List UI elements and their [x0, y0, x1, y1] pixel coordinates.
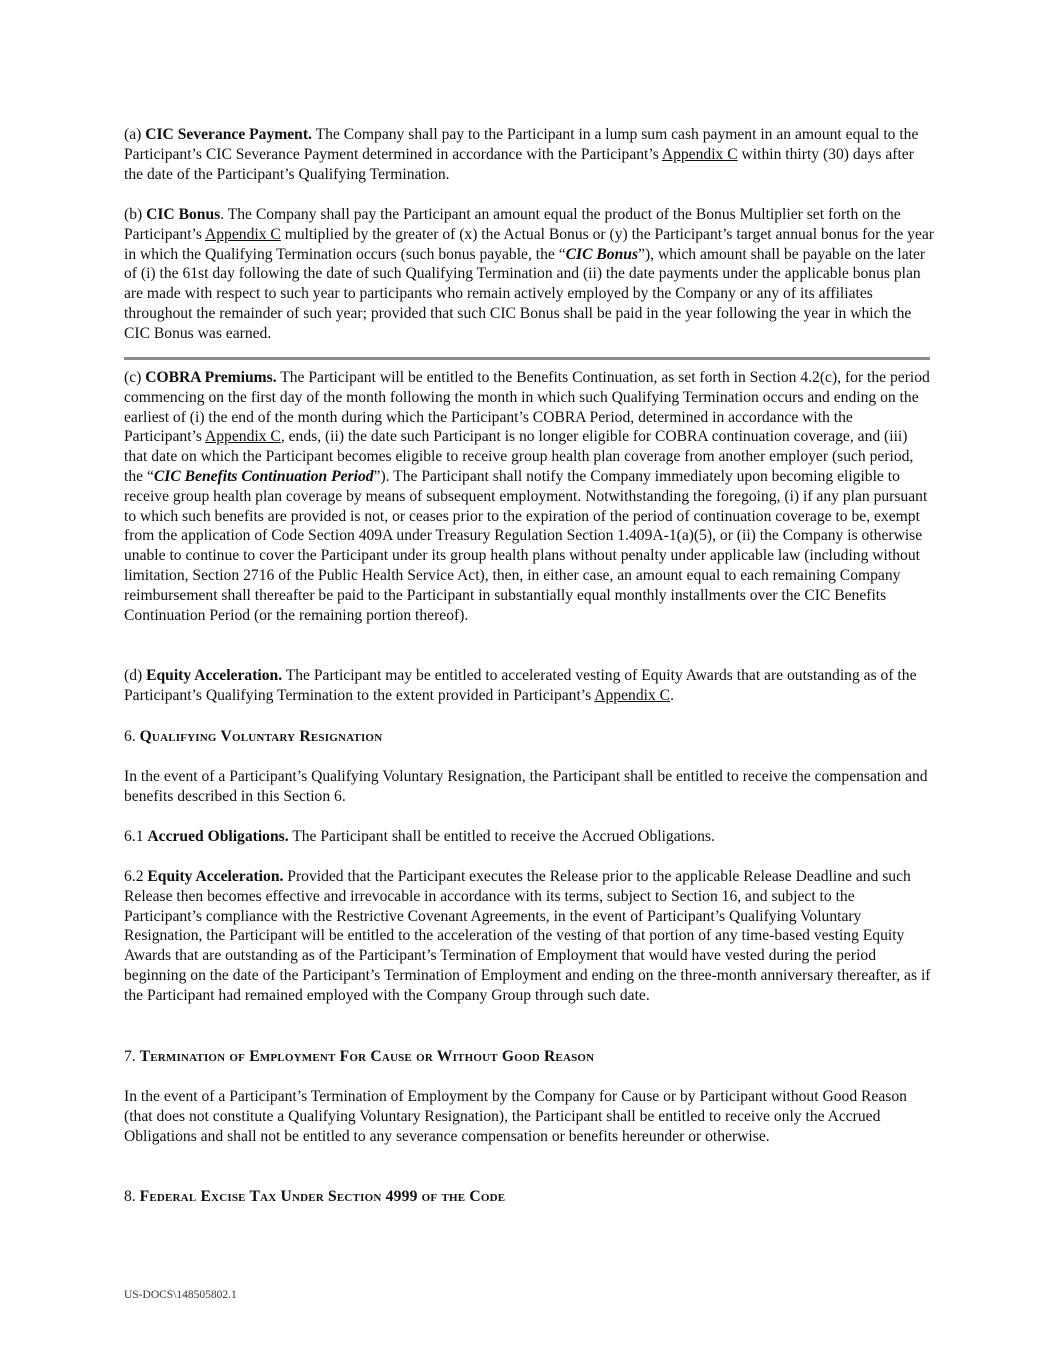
defined-term: CIC Bonus [565, 245, 639, 263]
section-6-intro: In the event of a Participant’s Qualifying Voluntary Resignation, the Participant shall be entitled to receive the compensation and benefits described in this Section 6. [124, 768, 928, 805]
section-number: 8. [124, 1188, 140, 1205]
section-number: 6. [124, 728, 140, 745]
paragraph-text: ”), which amount shall be payable on the later of (i) the 61st day following the date of such Qualifying Termination and (ii) the date payments under the applicable bonus plan are made with respect to such year to participants who remain actively employed by the Company or any of its affiliates throughout the remainder of such year; provided that such CIC Bonus shall be paid in the year following the year in which the CIC Bonus was earned. [124, 245, 926, 342]
section-number: 7. [124, 1048, 140, 1065]
paragraph-heading: CIC Severance Payment. [145, 126, 312, 143]
paragraph-text: ”). The Participant shall notify the Company immediately upon becoming eligible to receive group health plan coverage by means of subsequent employment. Notwithstanding the foregoing, (i) if any plan pursuant to which such benefits are provided is not, or ceases prior to the expiration of the period of continuation coverage to be, exempt from the application of Code Section 409A under Treasury Regulation Section 1.409A-1(a)(5), or (ii) the Company is otherwise unable to continue to cover the Participant under its group health plans without penalty under applicable law (including without limitation, Section 2716 of the Public Health Service Act), then, in either case, an amount equal to each remaining Company reimbursement shall thereafter be paid to the Participant in substantially equal monthly installments over the CIC Benefits Continuation Period (or the remaining portion thereof). [124, 467, 928, 624]
defined-term: CIC Benefits Continuation Period [153, 467, 374, 485]
paragraph-heading: Equity Acceleration. [146, 667, 283, 684]
section-title: Termination of Employment For Cause or Without Good Reason [139, 1048, 595, 1065]
section-7-text: In the event of a Participant’s Termination of Employment by the Company for Cause or by Participant without Good Reason (that does not constitute a Qualifying Voluntary Resignation), the Participant shall be entitled to receive only the Accrued Obligations and shall not be entitled to any severance compensation or benefits hereunder or otherwise. [124, 1088, 907, 1145]
paragraph-heading: CIC Bonus [146, 206, 221, 223]
section-title: Federal Excise Tax Under Section 4999 of the Code [139, 1188, 506, 1205]
paragraph-text: multiplied by the greater of (x) the Actual Bonus or (y) the Participant’s target annual bonus for the year in which the Qualifying Termination occurs (such bonus payable, the “ [124, 225, 934, 263]
horizontal-divider [124, 357, 930, 360]
document-footer-id: US-DOCS\148505802.1 [124, 1289, 237, 1301]
paragraph-cic-bonus [124, 205, 934, 344]
paragraph-label: 6.1 [124, 828, 148, 845]
paragraph-label: (d) [124, 667, 147, 684]
paragraph-heading: COBRA Premiums. [145, 369, 277, 386]
appendix-c-reference: Appendix C [205, 428, 281, 446]
section-6-heading [124, 727, 934, 747]
paragraph-label: 6.2 [124, 868, 148, 885]
paragraph-label: (b) [124, 206, 147, 223]
section-8-heading [124, 1187, 934, 1207]
paragraph-label: (a) [124, 126, 146, 143]
paragraph-text: Provided that the Participant executes the Release prior to the applicable Release Deadline and such Release then becomes effective and irrevocable in accordance with its terms, subject to Section 16, and subject to the Participant’s compliance with the Restrictive Covenant Agreements, in the event of Participant’s Qualifying Voluntary Resignation, the Participant will be entitled to the acceleration of the vesting of that portion of any time-based vesting Equity Awards that are outstanding as of the Participant’s Termination of Employment that would have vested during the period beginning on the date of the Participant’s Termination of Employment and ending on the three-month anniversary thereafter, as if the Participant had remained employed with the Company Group through such date. [124, 868, 931, 1004]
paragraph-6-1-accrued-obligations [124, 827, 934, 847]
section-title: Qualifying Voluntary Resignation [139, 728, 383, 745]
paragraph-text: The Participant may be entitled to accelerated vesting of Equity Awards that are outstanding as of the Participant’s Qualifying Termination to the extent provided in Participant’s [124, 667, 917, 704]
paragraph-text: , ends, (ii) the date such Participant is no longer eligible for COBRA continuation coverage, and (iii) that date on which the Participant becomes eligible to receive group health plan coverage from another employer (such period, the “ [124, 428, 914, 485]
paragraph-text: . [670, 686, 674, 704]
appendix-c-reference: Appendix C [594, 686, 671, 704]
paragraph-text: The Company shall pay to the Participant in a lump sum cash payment in an amount equal to the Participant’s CIC Severance Payment determined in accordance with the Participant’s [124, 126, 919, 163]
appendix-c-reference: Appendix C [661, 145, 738, 163]
paragraph-heading: Equity Acceleration. [147, 868, 284, 885]
paragraph-text: within thirty (30) days after the date of the Participant’s Qualifying Termination. [124, 145, 914, 183]
paragraph-equity-acceleration [124, 666, 934, 706]
paragraph-text: . The Company shall pay the Participant an amount equal the product of the Bonus Multiplier set forth on the Participant’s [124, 206, 901, 243]
paragraph-cobra-premiums [124, 368, 934, 625]
section-7-heading [124, 1047, 934, 1067]
paragraph-heading: Accrued Obligations. [147, 828, 289, 845]
paragraph-text: The Participant shall be entitled to receive the Accrued Obligations. [288, 828, 715, 845]
paragraph-cic-severance-payment [124, 125, 934, 184]
appendix-c-reference: Appendix C [205, 225, 281, 243]
paragraph-label: (c) [124, 369, 146, 386]
paragraph-6-2-equity-acceleration [124, 867, 934, 1006]
paragraph-text: The Participant will be entitled to the Benefits Continuation, as set forth in Section 4.2(c), for the period commencing on the first day of the month following the month in which such Qualifying Termination occurs and ending on the earliest of (i) the end of the month during which the Participant’s COBRA Period, determined in accordance with the Participant’s [124, 369, 930, 446]
